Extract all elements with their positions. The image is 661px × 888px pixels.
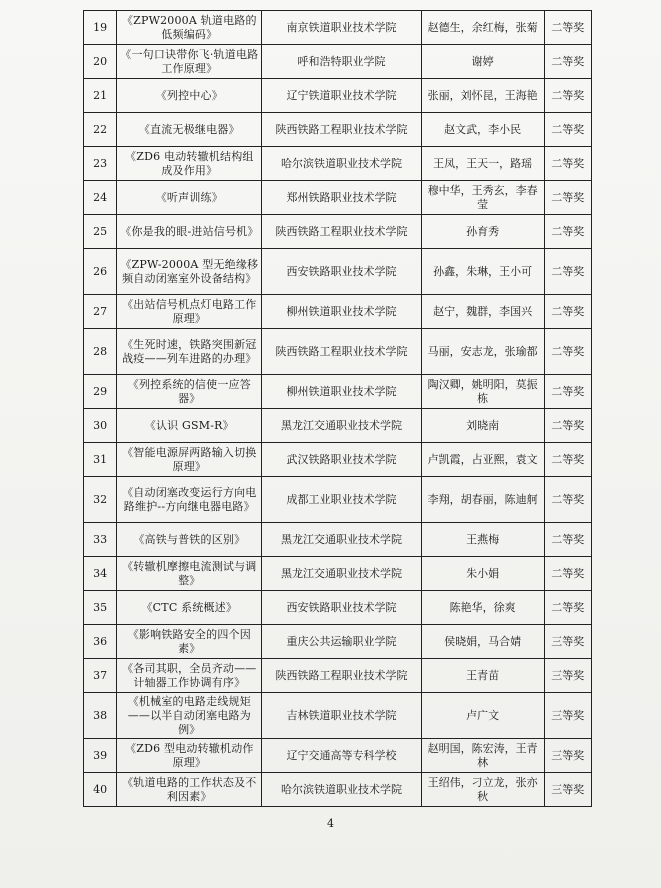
authors-cell: 穆中华，王秀玄，李春莹 — [421, 181, 544, 215]
prize-level-cell: 三等奖 — [544, 739, 591, 773]
table-row — [84, 693, 592, 739]
prize-level-cell: 二等奖 — [544, 11, 591, 45]
table-row — [84, 147, 592, 181]
authors-cell: 朱小娟 — [421, 557, 544, 591]
school-name-cell: 哈尔滨铁道职业技术学院 — [262, 147, 421, 181]
row-number-cell: 36 — [84, 625, 117, 659]
work-title-cell: 《ZD6 电动转辙机结构组成及作用》 — [117, 147, 262, 181]
school-name-cell: 武汉铁路职业技术学院 — [262, 443, 421, 477]
work-title-cell: 《影响铁路安全的四个因素》 — [117, 625, 262, 659]
prize-level-cell: 二等奖 — [544, 409, 591, 443]
work-title-cell: 《直流无极继电器》 — [117, 113, 262, 147]
row-number-cell: 29 — [84, 375, 117, 409]
authors-cell: 张丽，刘怀昆，王海艳 — [421, 79, 544, 113]
school-name-cell: 吉林铁道职业技术学院 — [262, 693, 421, 739]
authors-cell: 陈艳华，徐爽 — [421, 591, 544, 625]
school-name-cell: 南京铁道职业技术学院 — [262, 11, 421, 45]
authors-cell: 赵文武，李小民 — [421, 113, 544, 147]
row-number-cell: 32 — [84, 477, 117, 523]
row-number-cell: 21 — [84, 79, 117, 113]
prize-level-cell: 二等奖 — [544, 375, 591, 409]
table-row — [84, 591, 592, 625]
authors-cell: 卢凯霞，占亚熙，袁文 — [421, 443, 544, 477]
school-name-cell: 哈尔滨铁道职业技术学院 — [262, 773, 421, 807]
school-name-cell: 重庆公共运输职业学院 — [262, 625, 421, 659]
row-number-cell: 33 — [84, 523, 117, 557]
work-title-cell: 《CTC 系统概述》 — [117, 591, 262, 625]
prize-level-cell: 二等奖 — [544, 45, 591, 79]
row-number-cell: 37 — [84, 659, 117, 693]
school-name-cell: 辽宁铁道职业技术学院 — [262, 79, 421, 113]
work-title-cell: 《各司其职，全员齐动——计轴器工作协调有序》 — [117, 659, 262, 693]
prize-level-cell: 二等奖 — [544, 329, 591, 375]
school-name-cell: 陕西铁路工程职业技术学院 — [262, 659, 421, 693]
authors-cell: 王凤，王天一，路瑶 — [421, 147, 544, 181]
awards-table-body — [84, 11, 592, 807]
prize-level-cell: 三等奖 — [544, 625, 591, 659]
school-name-cell: 辽宁交通高等专科学校 — [262, 739, 421, 773]
table-row — [84, 295, 592, 329]
work-title-cell: 《听声训练》 — [117, 181, 262, 215]
table-row — [84, 45, 592, 79]
table-row — [84, 215, 592, 249]
row-number-cell: 23 — [84, 147, 117, 181]
table-row — [84, 375, 592, 409]
row-number-cell: 34 — [84, 557, 117, 591]
work-title-cell: 《ZD6 型电动转辙机动作原理》 — [117, 739, 262, 773]
work-title-cell: 《轨道电路的工作状态及不利因素》 — [117, 773, 262, 807]
table-row — [84, 409, 592, 443]
prize-level-cell: 二等奖 — [544, 443, 591, 477]
school-name-cell: 黑龙江交通职业技术学院 — [262, 409, 421, 443]
row-number-cell: 31 — [84, 443, 117, 477]
authors-cell: 赵宁，魏群，李国兴 — [421, 295, 544, 329]
row-number-cell: 19 — [84, 11, 117, 45]
work-title-cell: 《ZPW2000A 轨道电路的低频编码》 — [117, 11, 262, 45]
row-number-cell: 30 — [84, 409, 117, 443]
authors-cell: 孙育秀 — [421, 215, 544, 249]
work-title-cell: 《自动闭塞改变运行方向电路维护--方向继电器电路》 — [117, 477, 262, 523]
school-name-cell: 呼和浩特职业学院 — [262, 45, 421, 79]
prize-level-cell: 三等奖 — [544, 773, 591, 807]
work-title-cell: 《生死时速，铁路突围新冠战疫——列车进路的办理》 — [117, 329, 262, 375]
prize-level-cell: 二等奖 — [544, 295, 591, 329]
school-name-cell: 郑州铁路职业技术学院 — [262, 181, 421, 215]
authors-cell: 谢婷 — [421, 45, 544, 79]
row-number-cell: 22 — [84, 113, 117, 147]
row-number-cell: 24 — [84, 181, 117, 215]
school-name-cell: 西安铁路职业技术学院 — [262, 249, 421, 295]
school-name-cell: 柳州铁道职业技术学院 — [262, 295, 421, 329]
work-title-cell: 《列控中心》 — [117, 79, 262, 113]
row-number-cell: 28 — [84, 329, 117, 375]
table-row — [84, 773, 592, 807]
row-number-cell: 40 — [84, 773, 117, 807]
table-row — [84, 739, 592, 773]
work-title-cell: 《ZPW-2000A 型无绝缘移频自动闭塞室外设备结构》 — [117, 249, 262, 295]
prize-level-cell: 二等奖 — [544, 477, 591, 523]
table-row — [84, 11, 592, 45]
table-row — [84, 79, 592, 113]
prize-level-cell: 二等奖 — [544, 591, 591, 625]
school-name-cell: 黑龙江交通职业技术学院 — [262, 557, 421, 591]
prize-level-cell: 二等奖 — [544, 79, 591, 113]
authors-cell: 李翔，胡春丽，陈迪舸 — [421, 477, 544, 523]
row-number-cell: 38 — [84, 693, 117, 739]
table-row — [84, 477, 592, 523]
authors-cell: 王绍伟，刁立龙，张亦秋 — [421, 773, 544, 807]
row-number-cell: 20 — [84, 45, 117, 79]
table-row — [84, 659, 592, 693]
prize-level-cell: 二等奖 — [544, 523, 591, 557]
work-title-cell: 《机械室的电路走线规矩——以半自动闭塞电路为例》 — [117, 693, 262, 739]
prize-level-cell: 二等奖 — [544, 215, 591, 249]
work-title-cell: 《认识 GSM-R》 — [117, 409, 262, 443]
prize-level-cell: 二等奖 — [544, 113, 591, 147]
prize-level-cell: 二等奖 — [544, 249, 591, 295]
school-name-cell: 陕西铁路工程职业技术学院 — [262, 329, 421, 375]
work-title-cell: 《转辙机摩擦电流测试与调整》 — [117, 557, 262, 591]
prize-level-cell: 二等奖 — [544, 557, 591, 591]
prize-level-cell: 三等奖 — [544, 659, 591, 693]
authors-cell: 赵明国，陈宏涛，王青林 — [421, 739, 544, 773]
authors-cell: 赵德生，余红梅，张菊 — [421, 11, 544, 45]
table-row — [84, 523, 592, 557]
authors-cell: 刘晓南 — [421, 409, 544, 443]
row-number-cell: 26 — [84, 249, 117, 295]
row-number-cell: 39 — [84, 739, 117, 773]
authors-cell: 侯晓娟，马合婧 — [421, 625, 544, 659]
authors-cell: 卢广文 — [421, 693, 544, 739]
table-row — [84, 625, 592, 659]
prize-level-cell: 二等奖 — [544, 147, 591, 181]
prize-level-cell: 二等奖 — [544, 181, 591, 215]
school-name-cell: 成都工业职业技术学院 — [262, 477, 421, 523]
table-row — [84, 181, 592, 215]
page-number: 4 — [327, 817, 334, 830]
school-name-cell: 柳州铁道职业技术学院 — [262, 375, 421, 409]
authors-cell: 马丽，安志龙，张瑜都 — [421, 329, 544, 375]
table-row — [84, 557, 592, 591]
work-title-cell: 《智能电源屏两路输入切换原理》 — [117, 443, 262, 477]
awards-table — [83, 10, 592, 807]
table-row — [84, 113, 592, 147]
school-name-cell: 西安铁路职业技术学院 — [262, 591, 421, 625]
prize-level-cell: 三等奖 — [544, 693, 591, 739]
authors-cell: 王青苗 — [421, 659, 544, 693]
work-title-cell: 《出站信号机点灯电路工作原理》 — [117, 295, 262, 329]
table-row — [84, 443, 592, 477]
school-name-cell: 黑龙江交通职业技术学院 — [262, 523, 421, 557]
authors-cell: 陶汉卿，姚明阳，莫振栋 — [421, 375, 544, 409]
authors-cell: 孙鑫，朱琳，王小可 — [421, 249, 544, 295]
work-title-cell: 《列控系统的信使一应答器》 — [117, 375, 262, 409]
work-title-cell: 《高铁与普铁的区别》 — [117, 523, 262, 557]
row-number-cell: 27 — [84, 295, 117, 329]
school-name-cell: 陕西铁路工程职业技术学院 — [262, 113, 421, 147]
table-row — [84, 249, 592, 295]
work-title-cell: 《一句口诀带你飞·轨道电路工作原理》 — [117, 45, 262, 79]
school-name-cell: 陕西铁路工程职业技术学院 — [262, 215, 421, 249]
row-number-cell: 35 — [84, 591, 117, 625]
authors-cell: 王燕梅 — [421, 523, 544, 557]
work-title-cell: 《你是我的眼-进站信号机》 — [117, 215, 262, 249]
row-number-cell: 25 — [84, 215, 117, 249]
table-row — [84, 329, 592, 375]
